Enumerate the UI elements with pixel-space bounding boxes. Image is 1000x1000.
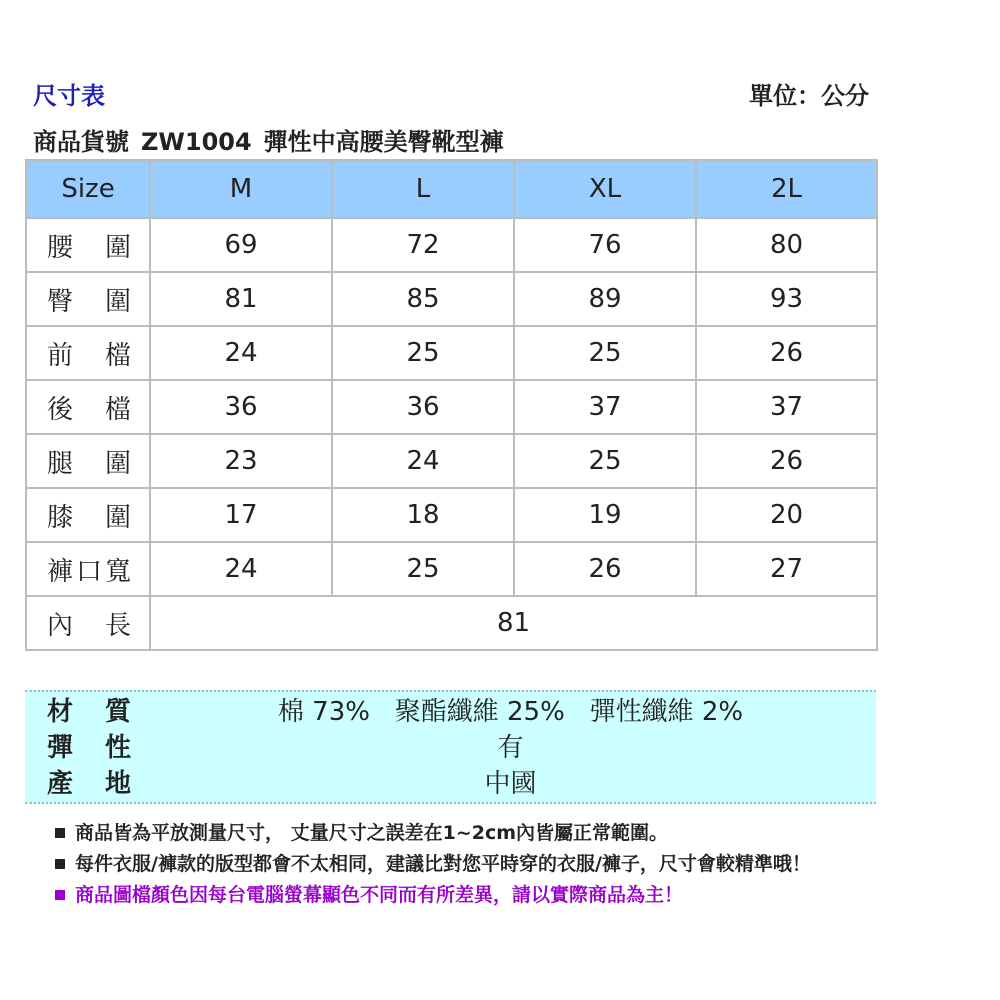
table-cell: 26 [696, 326, 877, 380]
table-cell: 37 [514, 380, 696, 434]
note-item [55, 880, 995, 911]
product-line [33, 127, 504, 157]
origin-value: 中國 [484, 769, 537, 799]
table-row [26, 380, 877, 434]
row-label [26, 434, 150, 488]
square-bullet-icon [55, 890, 65, 900]
column-header: XL [514, 160, 696, 218]
note-text: 商品圖檔顏色因每台電腦螢幕顯色不同而有所差異，請以實際商品為主！ [75, 884, 684, 906]
table-cell: 24 [150, 542, 332, 596]
table-cell: 93 [696, 272, 877, 326]
table-cell: 25 [514, 326, 696, 380]
square-bullet-icon [55, 828, 65, 838]
row-label-text: 褲口寬 [47, 556, 131, 587]
material-row [25, 694, 876, 730]
column-header: L [332, 160, 514, 218]
table-cell: 25 [332, 542, 514, 596]
row-label-text: 腰圍 [47, 232, 131, 263]
column-header: Size [26, 160, 150, 218]
table-row [26, 434, 877, 488]
table-row [26, 218, 877, 272]
row-label-text: 腿圍 [47, 448, 131, 479]
material-label: 材質 [47, 697, 131, 727]
table-cell: 36 [150, 380, 332, 434]
row-label-text: 內長 [47, 610, 131, 641]
table-cell: 27 [696, 542, 877, 596]
size-table [25, 159, 878, 651]
table-cell: 18 [332, 488, 514, 542]
table-row [26, 488, 877, 542]
table-cell: 80 [696, 218, 877, 272]
table-row [26, 542, 877, 596]
table-cell: 24 [150, 326, 332, 380]
notes-list [55, 818, 995, 911]
material-value: 棉 73% 聚酯纖維 25% 彈性纖維 2% [277, 697, 744, 727]
note-text: 商品皆為平放測量尺寸， 丈量尺寸之誤差在1~2cm內皆屬正常範圍。 [75, 822, 669, 844]
table-cell: 17 [150, 488, 332, 542]
table-header-row [26, 160, 877, 218]
origin-label: 產地 [47, 769, 131, 799]
row-label [26, 380, 150, 434]
product-name: 彈性中高腰美臀靴型褲 [263, 128, 504, 156]
table-cell: 24 [332, 434, 514, 488]
table-cell-merged: 81 [150, 596, 877, 650]
table-cell: 85 [332, 272, 514, 326]
material-box [25, 690, 876, 804]
row-label-text: 臀圍 [47, 286, 131, 317]
table-cell: 25 [514, 434, 696, 488]
column-header: M [150, 160, 332, 218]
elasticity-row [25, 730, 876, 766]
table-cell: 19 [514, 488, 696, 542]
table-row [26, 272, 877, 326]
table-cell: 81 [150, 272, 332, 326]
table-cell: 25 [332, 326, 514, 380]
row-label-text: 後檔 [47, 394, 131, 425]
row-label [26, 218, 150, 272]
table-row [26, 326, 877, 380]
table-cell: 69 [150, 218, 332, 272]
row-label [26, 272, 150, 326]
row-label [26, 326, 150, 380]
note-item [55, 818, 995, 849]
table-cell: 76 [514, 218, 696, 272]
table-cell: 23 [150, 434, 332, 488]
table-cell: 37 [696, 380, 877, 434]
note-text: 每件衣服/褲款的版型都會不太相同，建議比對您平時穿的衣服/褲子，尺寸會較精準哦！ [75, 853, 811, 875]
origin-row [25, 766, 876, 802]
note-item [55, 849, 995, 880]
product-prefix: 商品貨號 [33, 128, 129, 156]
table-cell: 36 [332, 380, 514, 434]
table-cell: 26 [696, 434, 877, 488]
table-cell: 72 [332, 218, 514, 272]
table-row-inseam [26, 596, 877, 650]
page-title: 尺寸表 [33, 82, 105, 110]
square-bullet-icon [55, 859, 65, 869]
elasticity-value: 有 [497, 733, 524, 763]
unit-label: 單位：公分 [749, 82, 869, 110]
table-cell: 89 [514, 272, 696, 326]
row-label [26, 542, 150, 596]
table-cell: 26 [514, 542, 696, 596]
row-label-text: 前檔 [47, 340, 131, 371]
column-header: 2L [696, 160, 877, 218]
table-cell: 20 [696, 488, 877, 542]
row-label [26, 488, 150, 542]
elasticity-label: 彈性 [47, 733, 131, 763]
row-label-text: 膝圍 [47, 502, 131, 533]
row-label [26, 596, 150, 650]
product-code: ZW1004 [141, 128, 252, 156]
